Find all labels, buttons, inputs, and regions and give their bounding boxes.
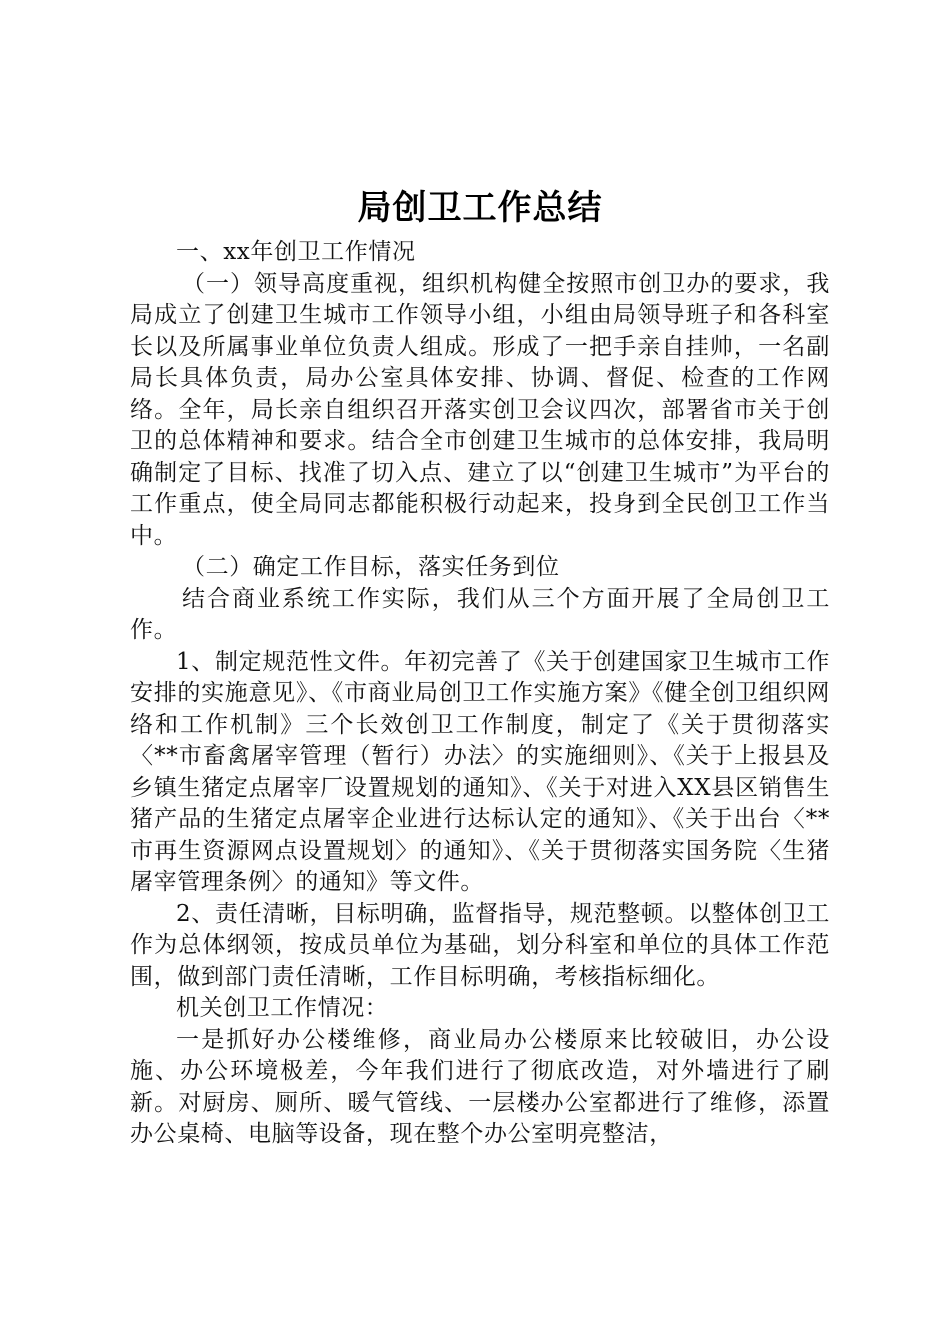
- document-title: 局创卫工作总结: [357, 188, 603, 228]
- paragraph-leadership: （一）领导高度重视，组织机构健全按照市创卫办的要求，我局成立了创建卫生城市工作领导小组，小组由局领导班子和各科室长以及所属事业单位负责人组成。形成了一把手亲自挂帅，一名副局长具体负责，局办公室具体安排、协调、督促、检查的工作网络。全年，局长亲自组织召开落实创卫会议四次，部署省市关于创卫的总体精神和要求。结合全市创建卫生城市的总体安排，我局明确制定了目标、找准了切入点、建立了以“创建卫生城市”为平台的工作重点，使全局同志都能积极行动起来，投身到全民创卫工作当中。: [130, 270, 830, 549]
- document-body: [130, 237, 830, 1151]
- subheading-agency-work: 机关创卫工作情况：: [176, 995, 389, 1021]
- paragraph-responsibility: 2、责任清晰，目标明确，监督指导，规范整顿。以整体创卫工作为总体纲领，按成员单位为基础，划分科室和单位的具体工作范围，做到部门责任清晰，工作目标明确，考核指标细化。: [130, 900, 830, 990]
- section-heading: 一、xx年创卫工作情况: [176, 239, 416, 265]
- paragraph-office-repair: 一是抓好办公楼维修，商业局办公楼原来比较破旧，办公设施、办公环境极差，今年我们进行了彻底改造，对外墙进行了刷新。对厨房、厕所、暖气管线、一层楼办公室都进行了维修，添置办公桌椅、电脑等设备，现在整个办公室明亮整洁，: [130, 1026, 830, 1147]
- subheading-work-goals: （二）确定工作目标，落实任务到位: [182, 554, 560, 580]
- paragraph-normative-documents: 1、制定规范性文件。年初完善了《关于创建国家卫生城市工作安排的实施意见》、《市商业局创卫工作实施方案》《健全创卫组织网络和工作机制》三个长效创卫工作制度，制定了《关于贯彻落实〈**市畜禽屠宰管理（暂行）办法〉的实施细则》、《关于上报县及乡镇生猪定点屠宰厂设置规划的通知》、《关于对进入XX县区销售生猪产品的生猪定点屠宰企业进行达标认定的通知》、《关于出台〈**市再生资源网点设置规划〉的通知》、《关于贯彻落实国务院〈生猪屠宰管理条例〉的通知》等文件。: [130, 648, 830, 895]
- paragraph-three-aspects: 结合商业系统工作实际，我们从三个方面开展了全局创卫工作。: [130, 585, 830, 643]
